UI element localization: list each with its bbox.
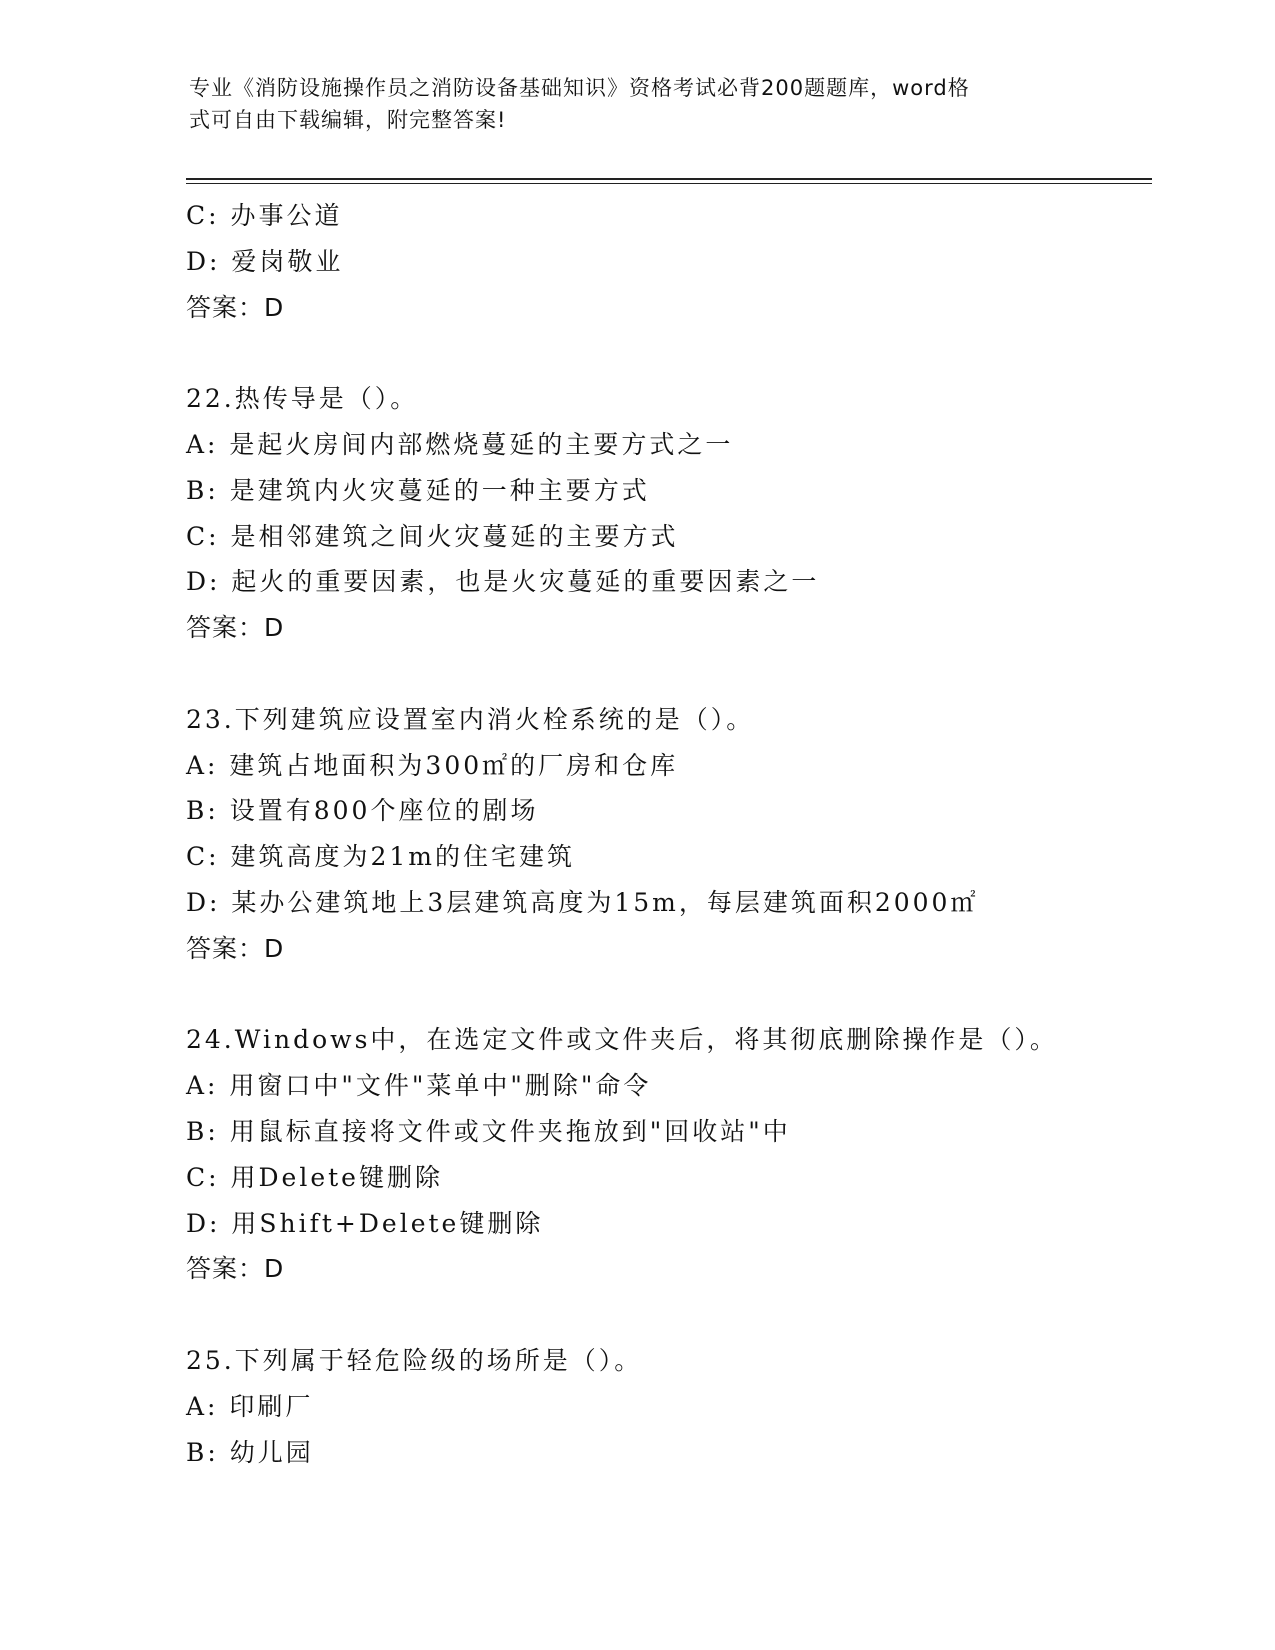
document-header bbox=[189, 72, 1089, 136]
question-block-21-partial bbox=[186, 193, 1186, 330]
answer-line: 答案：D bbox=[186, 292, 285, 322]
option-a: A: 印刷厂 bbox=[186, 1391, 314, 1421]
header-line-2: 式可自由下载编辑，附完整答案! bbox=[189, 108, 507, 132]
header-line-1: 专业《消防设施操作员之消防设备基础知识》资格考试必背200题题库，word格 bbox=[189, 76, 970, 100]
option-c: C: 用Delete键删除 bbox=[186, 1162, 443, 1192]
option-d: D: 爱岗敬业 bbox=[186, 246, 344, 276]
question-block-25 bbox=[186, 1338, 1186, 1475]
question-text: 23.下列建筑应设置室内消火栓系统的是（）。 bbox=[186, 704, 755, 734]
option-c: C: 是相邻建筑之间火灾蔓延的主要方式 bbox=[186, 521, 679, 551]
question-list bbox=[186, 193, 1186, 1475]
option-a: A: 用窗口中"文件"菜单中"删除"命令 bbox=[186, 1071, 652, 1101]
question-block-22 bbox=[186, 376, 1186, 651]
question-text: 24.Windows中，在选定文件或文件夹后，将其彻底删除操作是（）。 bbox=[186, 1025, 1058, 1055]
option-b: B: 幼儿园 bbox=[186, 1437, 314, 1467]
question-text: 22.热传导是（）。 bbox=[186, 384, 419, 414]
option-c: C: 办事公道 bbox=[186, 201, 343, 230]
option-a: A: 是起火房间内部燃烧蔓延的主要方式之一 bbox=[186, 429, 734, 459]
option-b: B: 是建筑内火灾蔓延的一种主要方式 bbox=[186, 475, 650, 505]
option-c: C: 建筑高度为21m的住宅建筑 bbox=[186, 842, 576, 872]
spacer bbox=[186, 972, 1186, 1018]
question-text: 25.下列属于轻危险级的场所是（）。 bbox=[186, 1345, 643, 1375]
spacer bbox=[186, 330, 1186, 376]
spacer bbox=[186, 651, 1186, 697]
header-divider-thick bbox=[186, 178, 1152, 180]
option-a: A: 建筑占地面积为300㎡的厂房和仓库 bbox=[186, 750, 679, 780]
option-b: B: 用鼠标直接将文件或文件夹拖放到"回收站"中 bbox=[186, 1116, 791, 1146]
spacer bbox=[186, 1292, 1186, 1338]
answer-line: 答案：D bbox=[186, 613, 285, 643]
question-block-24 bbox=[186, 1017, 1186, 1292]
option-b: B: 设置有800个座位的剧场 bbox=[186, 796, 539, 826]
option-d: D: 起火的重要因素，也是火灾蔓延的重要因素之一 bbox=[186, 567, 820, 597]
question-block-23 bbox=[186, 697, 1186, 972]
header-divider-thin bbox=[186, 183, 1152, 184]
option-d: D: 某办公建筑地上3层建筑高度为15m，每层建筑面积2000㎡ bbox=[186, 887, 979, 917]
answer-line: 答案：D bbox=[186, 1254, 285, 1284]
option-d: D: 用Shift+Delete键删除 bbox=[186, 1208, 544, 1238]
answer-line: 答案：D bbox=[186, 933, 285, 963]
